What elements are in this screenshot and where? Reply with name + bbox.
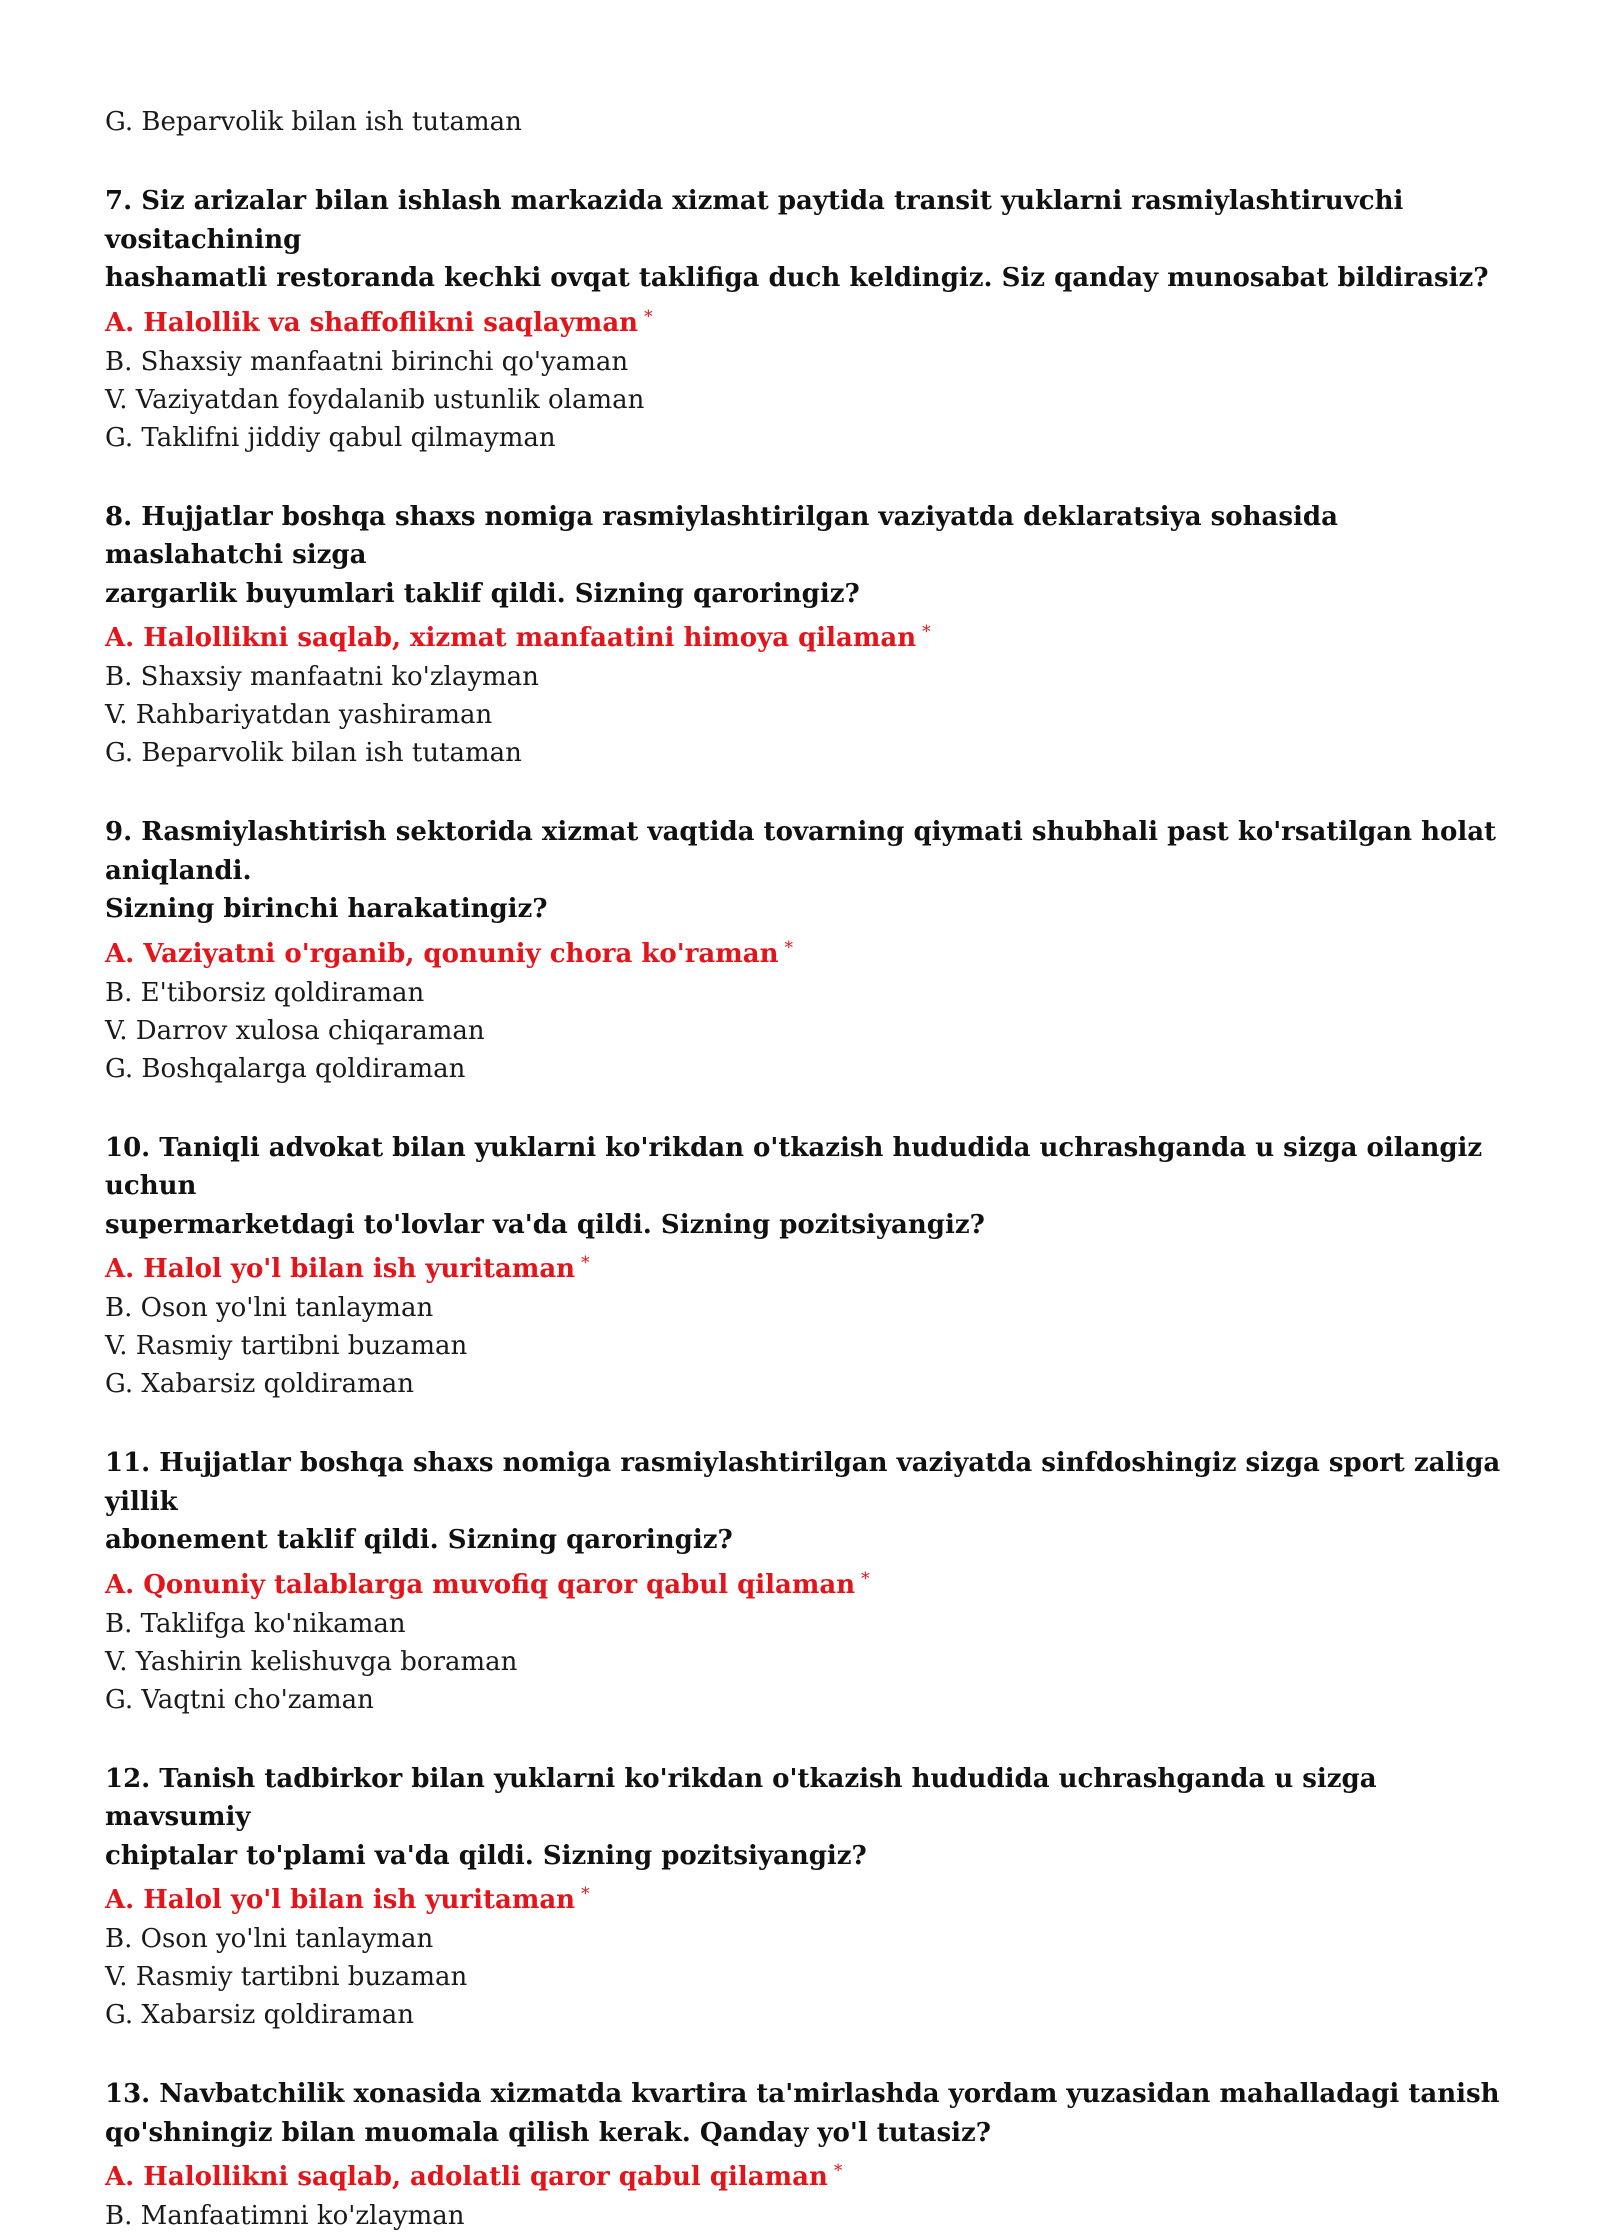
option-b: B. Oson yo'lni tanlayman bbox=[105, 1293, 434, 1323]
option-b: B. Taklifga ko'nikaman bbox=[105, 1608, 406, 1639]
question-11 bbox=[105, 1444, 1505, 1719]
option-b: B. Oson yo'lni tanlayman bbox=[105, 1924, 434, 1954]
option-g: G. Taklifni jiddiy qabul qilmayman bbox=[105, 422, 556, 453]
option-v: V. Yashirin kelishuvga boraman bbox=[105, 1646, 518, 1677]
question-line-1: 9. Rasmiylashtirish sektorida xizmat vaqtida tovarning qiymati shubhali past ko'rsatilgan holat aniqlandi. bbox=[105, 817, 1497, 886]
question-13 bbox=[105, 2075, 1505, 2235]
question-text bbox=[105, 498, 1505, 614]
option-g: G. Xabarsiz qoldiraman bbox=[105, 2000, 414, 2030]
question-12 bbox=[105, 1760, 1505, 2035]
correct-answer-text: A. Halollik va shaffoflikni saqlayman bbox=[105, 307, 639, 338]
question-8 bbox=[105, 498, 1505, 773]
correct-answer bbox=[105, 613, 1505, 658]
correct-answer-text: A. Vaziyatni o'rganib, qonuniy chora ko'raman bbox=[105, 938, 779, 969]
option-g: G. Vaqtni cho'zaman bbox=[105, 1684, 374, 1715]
question-text bbox=[105, 1129, 1505, 1245]
question-line-2: hashamatli restoranda kechki ovqat taklifiga duch keldingiz. Siz qanday munosabat bildirasiz? bbox=[105, 263, 1489, 293]
correct-marker-star: * bbox=[833, 2161, 843, 2181]
correct-answer bbox=[105, 1244, 1505, 1289]
question-line-1: 13. Navbatchilik xonasida xizmatda kvartira ta'mirlashda yordam yuzasidan mahalladagi tanish bbox=[105, 2079, 1500, 2109]
correct-marker-star: * bbox=[922, 622, 931, 642]
question-line-1: 7. Siz arizalar bilan ishlash markazida xizmat paytida transit yuklarni rasmiylashtiruvchi vositachining bbox=[105, 186, 1404, 255]
option-b: B. Shaxsiy manfaatni birinchi qo'yaman bbox=[105, 346, 629, 377]
option-g: G. Boshqalarga qoldiraman bbox=[105, 1053, 466, 1084]
option-v: V. Rasmiy tartibni buzaman bbox=[105, 1962, 468, 1992]
option-v: V. Darrov xulosa chiqaraman bbox=[105, 1015, 485, 1046]
option-v: V. Rahbariyatdan yashiraman bbox=[105, 700, 493, 730]
question-list bbox=[105, 103, 1505, 2235]
correct-marker-star: * bbox=[581, 1253, 590, 1273]
correct-answer bbox=[105, 2152, 1505, 2197]
question-text bbox=[105, 182, 1505, 298]
question-line-1: 12. Tanish tadbirkor bilan yuklarni ko'rikdan o'tkazish hududida uchrashganda u sizga mavsumiy bbox=[105, 1763, 1377, 1832]
correct-answer bbox=[105, 929, 1505, 974]
option-g: G. Beparvolik bilan ish tutaman bbox=[105, 738, 522, 768]
question-text bbox=[105, 2075, 1505, 2152]
correct-answer-text: A. Qonuniy talablarga muvofiq qaror qabul qilaman bbox=[105, 1569, 856, 1600]
question-line-1: 8. Hujjatlar boshqa shaxs nomiga rasmiylashtirilgan vaziyatda deklaratsiya sohasida maslahatchi sizga bbox=[105, 501, 1338, 570]
correct-answer-text: A. Halollikni saqlab, xizmat manfaatini himoya qilaman bbox=[105, 623, 917, 653]
option-b: B. E'tiborsiz qoldiraman bbox=[105, 977, 425, 1008]
option-g: G. Xabarsiz qoldiraman bbox=[105, 1369, 414, 1399]
correct-marker-star: * bbox=[861, 1568, 870, 1589]
correct-answer-text: A. Halol yo'l bilan ish yuritaman bbox=[105, 1885, 576, 1915]
correct-marker-star: * bbox=[644, 306, 653, 327]
option-v: V. Rasmiy tartibni buzaman bbox=[105, 1331, 468, 1361]
previous-question-option-g: G. Beparvolik bilan ish tutaman bbox=[105, 107, 522, 137]
correct-answer bbox=[105, 1875, 1505, 1920]
question-text bbox=[105, 1444, 1505, 1560]
correct-answer bbox=[105, 1560, 1505, 1605]
question-line-2: zargarlik buyumlari taklif qildi. Sizning qaroringiz? bbox=[105, 578, 860, 609]
question-9 bbox=[105, 813, 1505, 1088]
correct-answer bbox=[105, 298, 1505, 343]
question-text bbox=[105, 1760, 1505, 1876]
option-b: B. Manfaatimni ko'zlayman bbox=[105, 2201, 465, 2231]
question-text bbox=[105, 813, 1505, 929]
question-7 bbox=[105, 182, 1505, 457]
question-10 bbox=[105, 1129, 1505, 1404]
question-line-2: supermarketdagi to'lovlar va'da qildi. Sizning pozitsiyangiz? bbox=[105, 1209, 985, 1240]
correct-answer-text: A. Halol yo'l bilan ish yuritaman bbox=[105, 1254, 576, 1284]
question-line-2: chiptalar to'plami va'da qildi. Sizning pozitsiyangiz? bbox=[105, 1840, 867, 1871]
question-line-1: 10. Taniqli advokat bilan yuklarni ko'rikdan o'tkazish hududida uchrashganda u sizga oilangiz uchun bbox=[105, 1132, 1483, 1201]
correct-answer-text: A. Halollikni saqlab, adolatli qaror qabul qilaman bbox=[105, 2162, 828, 2192]
option-b: B. Shaxsiy manfaatni ko'zlayman bbox=[105, 662, 539, 692]
option-v: V. Vaziyatdan foydalanib ustunlik olaman bbox=[105, 384, 645, 415]
question-line-1: 11. Hujjatlar boshqa shaxs nomiga rasmiylashtirilgan vaziyatda sinfdoshingiz sizga sport zaliga yillik bbox=[105, 1448, 1501, 1517]
correct-marker-star: * bbox=[581, 1884, 590, 1904]
correct-marker-star: * bbox=[784, 937, 793, 958]
question-line-2: Sizning birinchi harakatingiz? bbox=[105, 894, 548, 924]
question-line-2: qo'shningiz bilan muomala qilish kerak. Qanday yo'l tutasiz? bbox=[105, 2117, 992, 2148]
question-line-2: abonement taklif qildi. Sizning qaroringiz? bbox=[105, 1525, 733, 1555]
